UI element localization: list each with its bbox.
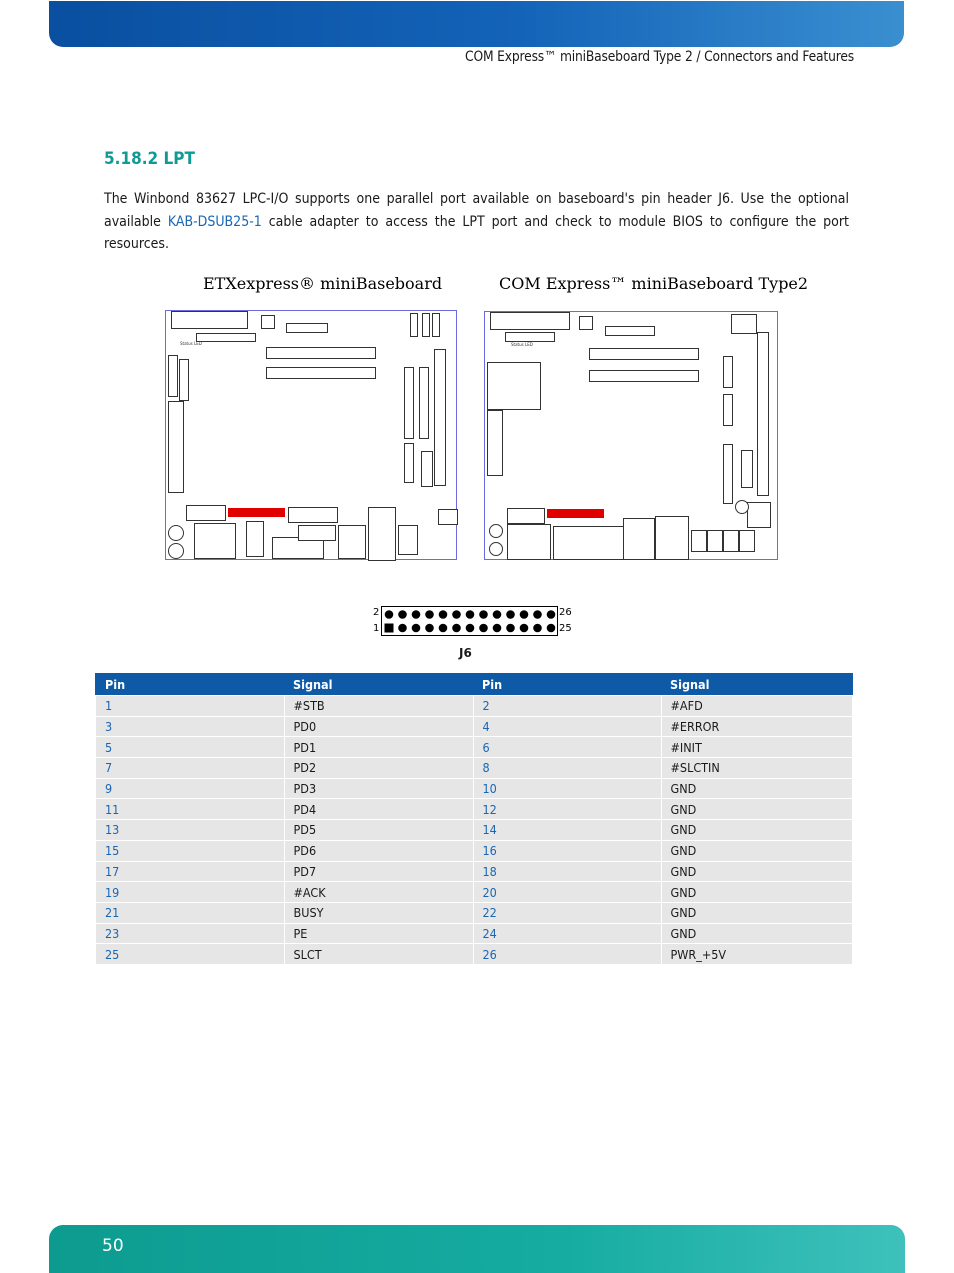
pin-cell: 1	[96, 696, 285, 717]
header-pin: Pin	[96, 674, 285, 696]
pin-dot	[506, 610, 515, 619]
signal-cell: PD5	[284, 820, 473, 841]
left-board-title: ETXexpress® miniBaseboard	[203, 274, 443, 293]
pin-dot	[385, 610, 394, 619]
table-header-row	[96, 674, 853, 696]
signal-cell: PE	[284, 923, 473, 944]
pin-dot	[398, 610, 407, 619]
pin-dot	[439, 610, 448, 619]
pin-label-1: 1	[373, 623, 380, 634]
signal-cell: PD2	[284, 758, 473, 779]
pin-cell: 17	[96, 861, 285, 882]
pin-cell: 11	[96, 799, 285, 820]
right-board-title: COM Express™ miniBaseboard Type2	[499, 274, 809, 293]
table-row	[96, 696, 853, 717]
header-signal: Signal	[284, 674, 473, 696]
pin-cell: 14	[473, 820, 661, 841]
signal-cell: PD7	[284, 861, 473, 882]
pin-cell: 6	[473, 737, 661, 758]
pin-dot	[425, 624, 434, 633]
header-band	[49, 1, 904, 47]
description-paragraph	[104, 188, 849, 256]
pin-cell: 15	[96, 840, 285, 861]
signal-cell: #SLCTIN	[661, 758, 853, 779]
footer-band	[49, 1225, 905, 1273]
pin-cell: 24	[473, 923, 661, 944]
pin-cell: 2	[473, 696, 661, 717]
pin-dot	[520, 610, 529, 619]
pin-cell: 7	[96, 758, 285, 779]
pin-cell: 18	[473, 861, 661, 882]
etxexpress-board-diagram: Status LED	[165, 310, 457, 560]
paragraph-text-2: cable adapter to access the LPT port and check to module BIOS to configure the port resources.	[104, 213, 849, 252]
signal-cell: #STB	[284, 696, 473, 717]
pin-header-drawing	[382, 607, 557, 635]
pin-cell: 8	[473, 758, 661, 779]
pin-dot	[533, 624, 542, 633]
pin-dot	[520, 624, 529, 633]
pin-dot	[398, 624, 407, 633]
table-row	[96, 944, 853, 965]
pin-cell: 9	[96, 778, 285, 799]
pin-dot	[466, 610, 475, 619]
pin-dot	[506, 624, 515, 633]
pin-dot	[412, 624, 421, 633]
pin-dot	[439, 624, 448, 633]
signal-cell: PD4	[284, 799, 473, 820]
running-header: COM Express™ miniBaseboard Type 2 / Connectors and Features	[465, 49, 854, 65]
pin-cell: 19	[96, 882, 285, 903]
header-signal-2: Signal	[661, 674, 853, 696]
pin-cell: 12	[473, 799, 661, 820]
pin-cell: 23	[96, 923, 285, 944]
signal-cell: GND	[661, 923, 853, 944]
lpt-highlight-left	[228, 508, 285, 517]
pin-dot	[547, 624, 556, 633]
signal-cell: PWR_+5V	[661, 944, 853, 965]
table-row	[96, 840, 853, 861]
table-row	[96, 716, 853, 737]
signal-cell: GND	[661, 902, 853, 923]
pin-label-2: 2	[373, 607, 380, 618]
pin-cell: 13	[96, 820, 285, 841]
connector-caption: J6	[459, 646, 472, 660]
pin-cell: 16	[473, 840, 661, 861]
pin-dot	[425, 610, 434, 619]
pin-dot	[452, 624, 461, 633]
section-title: 5.18.2 LPT	[104, 149, 195, 169]
pin-dot	[533, 610, 542, 619]
cable-adapter-link[interactable]: KAB-DSUB25-1	[167, 213, 262, 230]
signal-cell: #INIT	[661, 737, 853, 758]
pin-cell: 21	[96, 902, 285, 923]
lpt-pinout-table	[95, 673, 853, 965]
signal-cell: GND	[661, 840, 853, 861]
lpt-highlight-right	[547, 509, 604, 518]
pin-1-square	[385, 624, 394, 633]
j6-pin-header	[381, 606, 558, 636]
pin-label-26: 26	[559, 607, 572, 618]
pin-label-25: 25	[559, 623, 572, 634]
table-row	[96, 861, 853, 882]
signal-cell: PD6	[284, 840, 473, 861]
pin-cell: 20	[473, 882, 661, 903]
signal-cell: GND	[661, 820, 853, 841]
pin-cell: 25	[96, 944, 285, 965]
pin-dot	[479, 624, 488, 633]
signal-cell: GND	[661, 861, 853, 882]
signal-cell: #ACK	[284, 882, 473, 903]
pin-dot	[493, 610, 502, 619]
pin-cell: 22	[473, 902, 661, 923]
table-row	[96, 882, 853, 903]
signal-cell: GND	[661, 799, 853, 820]
page-number: 50	[102, 1236, 124, 1256]
pin-dot	[493, 624, 502, 633]
signal-cell: #ERROR	[661, 716, 853, 737]
pin-dot	[412, 610, 421, 619]
signal-cell: SLCT	[284, 944, 473, 965]
signal-cell: GND	[661, 882, 853, 903]
table-row	[96, 737, 853, 758]
pin-dot	[466, 624, 475, 633]
pin-dot	[479, 610, 488, 619]
pin-dot	[452, 610, 461, 619]
pin-cell: 5	[96, 737, 285, 758]
table-row	[96, 799, 853, 820]
signal-cell: BUSY	[284, 902, 473, 923]
signal-cell: PD1	[284, 737, 473, 758]
pin-cell: 3	[96, 716, 285, 737]
signal-cell: #AFD	[661, 696, 853, 717]
signal-cell: PD3	[284, 778, 473, 799]
header-pin-2: Pin	[473, 674, 661, 696]
pin-cell: 26	[473, 944, 661, 965]
pin-dot	[547, 610, 556, 619]
paragraph-text-1: The Winbond 83627 LPC-I/O supports one parallel port available on baseboard's pin header J6. Use the optional available	[104, 191, 849, 230]
signal-cell: GND	[661, 778, 853, 799]
table-row	[96, 758, 853, 779]
table-row	[96, 923, 853, 944]
table-row	[96, 820, 853, 841]
signal-cell: PD0	[284, 716, 473, 737]
com-express-board-diagram: Status LED	[484, 311, 778, 560]
table-row	[96, 778, 853, 799]
pin-cell: 4	[473, 716, 661, 737]
pin-cell: 10	[473, 778, 661, 799]
table-row	[96, 902, 853, 923]
